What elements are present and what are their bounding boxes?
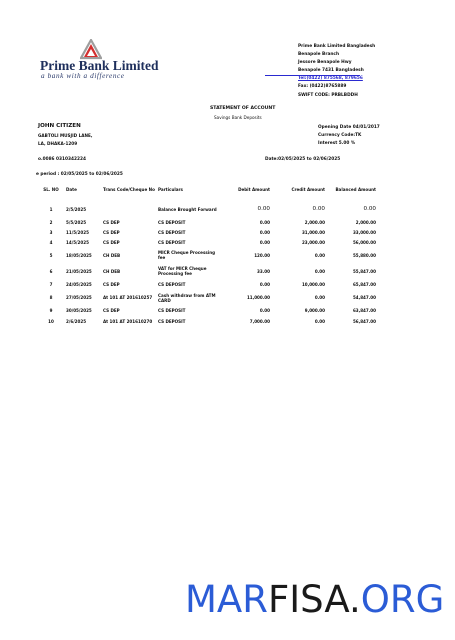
bank-tagline: a bank with a difference [41,72,125,80]
cell-balance-text: 63,847.00 [352,308,376,313]
cell-debit [218,217,270,228]
cell-sl-text: 10 [48,319,54,324]
bank-fax: Fax: (0422)8765889 [298,84,347,90]
cell-code-text: CS DEP [103,282,120,287]
cell-particulars [158,247,218,263]
address-line: Benapole Branch [298,52,340,58]
cell-date-text: 2/6/2025 [66,319,87,324]
header-debit: Debit Amount [238,187,270,192]
header-particulars: Particulars [158,187,183,192]
header-sl: SL. NO [43,187,59,192]
cell-code [103,279,158,290]
cell-debit-text: 0.00 [259,230,270,235]
cell-credit [270,263,325,279]
cell-debit-text: 0.00 [257,206,270,212]
cell-credit [270,247,325,263]
cell-credit-text: 0.00 [312,206,325,212]
cell-particulars-text: CS DEPOSIT [158,220,186,225]
cell-sl-text: 1 [49,206,53,212]
cell-sl [36,201,66,217]
statement-subtitle: Savings Bank Deposits [214,115,262,120]
cell-balance [325,228,376,237]
cell-sl-text: 5 [49,252,53,258]
cell-sl-text: 8 [49,295,53,300]
cell-credit [270,201,325,217]
cell-sl [36,247,66,263]
cell-credit-text: 2,000.00 [304,220,325,225]
cell-date-text: 2/5/2025 [66,206,87,212]
cell-particulars [158,217,218,228]
cell-balance [325,290,376,305]
cell-particulars [158,316,218,327]
cell-date [66,290,103,305]
table-row [36,279,376,290]
cell-date-text: 14/5/2025 [66,239,89,245]
cell-credit-text: 31,000.00 [301,230,325,235]
table-row [36,290,376,305]
cell-debit [218,305,270,316]
cell-credit-text: 0.00 [314,252,325,258]
cell-code-text: CS DEP [103,239,120,245]
cell-code-text: CH DEB [103,268,121,274]
header-balance: Balanced Amount [335,187,376,192]
cell-debit-text: 33.00 [257,268,270,274]
cell-balance [325,263,376,279]
cell-date [66,228,103,237]
statement-period: e period : 02/05/2025 to 02/06/2025 [36,172,123,177]
table-row [36,305,376,316]
cell-balance [325,279,376,290]
cell-code-text: At 101 AT 201610270 [103,319,153,324]
cell-debit [218,201,270,217]
cell-date-text: 11/5/2025 [66,230,89,235]
transactions-table [36,187,376,327]
cell-balance-text: 65,847.00 [352,282,376,287]
cell-balance [325,201,376,217]
cell-debit [218,237,270,247]
cell-date-text: 5/5/2025 [66,220,87,225]
cell-particulars-text: MICR Cheque Processing fee [158,250,216,260]
cell-particulars-text: CS DEPOSIT [158,282,186,287]
cell-particulars-text: CS DEPOSIT [158,308,186,313]
cell-credit-text: 0.00 [314,295,325,300]
cell-balance-text: 54,847.00 [352,295,376,300]
table-row [36,228,376,237]
address-line: Prime Bank Limited Bangladesh [298,44,376,49]
customer-address-line: LA, DHAKA-1209 [38,141,78,146]
cell-credit [270,237,325,247]
cell-balance-text: 0.00 [363,206,376,212]
cell-date [66,217,103,228]
cell-code [103,290,158,305]
opening-date: Opening Date 04/01/2017 [318,125,380,130]
cell-particulars [158,263,218,279]
watermark-part: MAR [185,578,268,621]
cell-debit-text: 0.00 [259,220,270,225]
cell-code [103,228,158,237]
cell-credit [270,305,325,316]
cell-balance [325,247,376,263]
statement-date-range: Date:02/05/2025 to 02/06/2025 [265,157,341,162]
cell-debit-text: 0.00 [259,308,270,313]
bank-swift: SWIFT CODE: PRBLBDDH [298,92,358,98]
cell-debit-text: 11,000.00 [246,295,270,300]
cell-balance-text: 55,847.00 [352,268,376,274]
cell-code [103,316,158,327]
cell-sl [36,290,66,305]
cell-debit [218,228,270,237]
cell-particulars-text: VAT for MICR Cheque Processing fee [158,266,207,276]
cell-sl-text: 9 [49,308,53,313]
cell-sl-text: 4 [49,239,53,245]
cell-debit [218,316,270,327]
address-line: Jessore Benapole Hwy [298,60,352,66]
bank-tel: Tel:(0422) 875568, 879656 [298,76,363,82]
cell-date [66,247,103,263]
cell-credit [270,228,325,237]
cell-particulars [158,305,218,316]
account-info [318,124,380,148]
bank-address [298,43,375,100]
cell-balance-text: 56,000.00 [352,239,376,245]
header-credit: Credit Amount [291,187,325,192]
cell-debit [218,290,270,305]
cell-credit [270,217,325,228]
cell-code [103,305,158,316]
cell-balance [325,316,376,327]
cell-particulars [158,201,218,217]
cell-debit [218,263,270,279]
cell-code [103,263,158,279]
cell-debit-text: 0.00 [259,282,270,287]
cell-particulars [158,279,218,290]
cell-code [103,247,158,263]
address-line: Benapole 7431 Bangladesh [298,68,364,74]
cell-balance-text: 56,847.00 [352,319,376,324]
cell-debit-text: 120.00 [254,252,270,258]
cell-balance-text: 2,000.00 [355,220,376,225]
cell-code-text: CH DEB [103,252,121,258]
cell-code-text: At 101 AT 201610257 [103,295,153,300]
cell-date [66,263,103,279]
header-code: Trans Code/Cheque No [103,187,155,192]
cell-balance-text: 33,000.00 [352,230,376,235]
customer-address [38,132,92,148]
cell-date [66,237,103,247]
cell-debit-text: 0.00 [259,239,270,245]
cell-credit [270,316,325,327]
cell-date [66,316,103,327]
cell-sl-text: 6 [49,268,53,274]
cell-code-text: CS DEP [103,230,120,235]
cell-sl-text: 3 [49,230,53,235]
cell-date-text: 30/05/2025 [66,308,92,313]
cell-date [66,201,103,217]
cell-particulars-text: CS DEPOSIT [158,230,186,235]
cell-code [103,237,158,247]
cell-particulars [158,228,218,237]
cell-balance-text: 55,880.00 [352,252,376,258]
table-row [36,217,376,228]
cell-sl [36,237,66,247]
cell-credit-text: 10,000.00 [301,282,325,287]
currency-code: Currency Code:TK [318,133,362,138]
cell-credit [270,279,325,290]
cell-date-text: 24/05/2025 [66,282,92,287]
table-header-row [36,187,376,201]
cell-date [66,305,103,316]
cell-debit-text: 7,000.00 [249,319,270,324]
cell-debit [218,247,270,263]
cell-sl-text: 2 [49,220,53,225]
cell-date-text: 27/05/2025 [66,295,92,300]
watermark-part: FISA. [267,578,361,621]
account-number: o.0086 0310342224 [38,157,86,162]
cell-sl-text: 7 [49,282,53,287]
table-row [36,263,376,279]
header-date: Date [66,187,77,192]
cell-credit-text: 9,000.00 [304,308,325,313]
watermark-logo [185,578,444,621]
bank-name: Prime Bank Limited [40,58,159,73]
cell-sl [36,279,66,290]
watermark-part: ORG [360,578,445,621]
cell-balance [325,237,376,247]
cell-particulars [158,290,218,305]
cell-date-text: 21/05/2025 [66,268,92,274]
cell-code [103,201,158,217]
cell-particulars-text: Cash withdraw from ATM CARD [158,292,216,303]
cell-sl [36,217,66,228]
cell-sl [36,305,66,316]
cell-date-text: 18/05/2025 [66,252,92,258]
interest-rate: Interest 5.00 % [318,141,356,146]
cell-sl [36,316,66,327]
customer-address-line: GABTOLI MUSJID LANE, [38,133,93,138]
cell-sl [36,228,66,237]
table-row [36,201,376,217]
cell-balance [325,217,376,228]
cell-code-text: CS DEP [103,308,120,313]
cell-date [66,279,103,290]
customer-name: JOHN CITIZEN [38,123,81,129]
address-divider [265,75,360,76]
cell-particulars [158,237,218,247]
cell-particulars-text: CS DEPOSIT [158,319,186,324]
statement-title: STATEMENT OF ACCOUNT [210,106,276,111]
cell-sl [36,263,66,279]
table-row [36,316,376,327]
cell-credit-text: 0.00 [314,268,325,274]
cell-balance [325,305,376,316]
cell-code-text: CS DEP [103,220,120,225]
cell-credit-text: 23,000.00 [301,239,325,245]
cell-credit-text: 0.00 [314,319,325,324]
cell-particulars-text: Balance Brought Forward [158,206,217,212]
cell-code [103,217,158,228]
cell-particulars-text: CS DEPOSIT [158,239,186,245]
cell-credit [270,290,325,305]
table-row [36,247,376,263]
table-row [36,237,376,247]
cell-debit [218,279,270,290]
